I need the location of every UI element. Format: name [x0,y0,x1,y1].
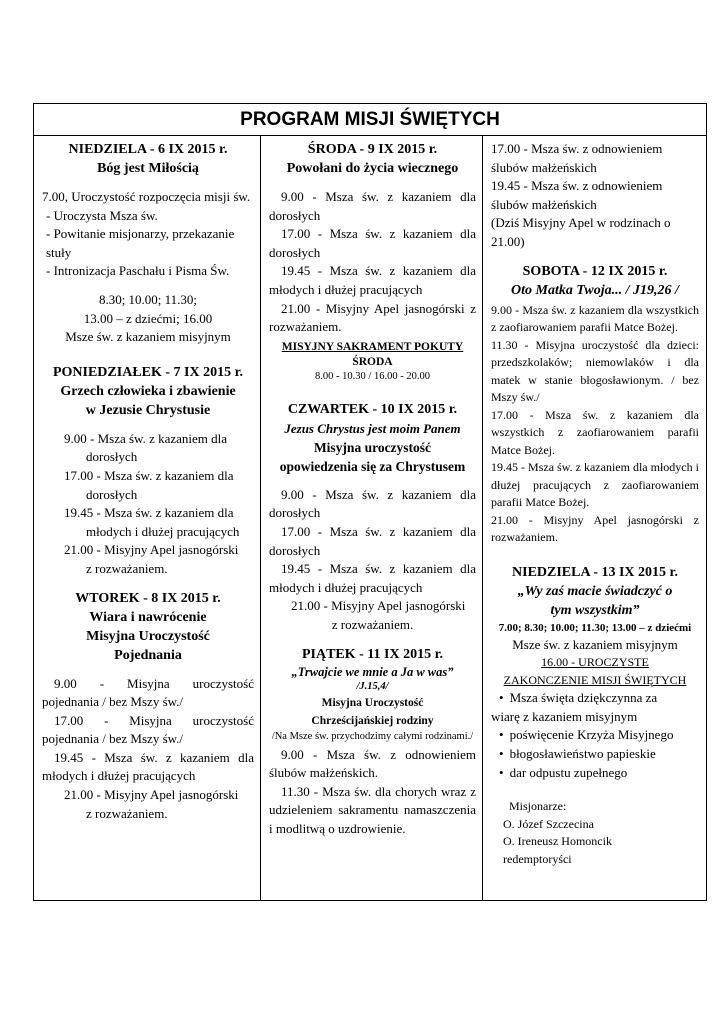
wednesday-line: 17.00 - Msza św. z kazaniem dla dorosłych [269,226,476,260]
friday-line: 11.30 - Msza św. dla chorych wraz z udzieleniem sakramentu namaszczenia i modlitwą o uzdrowienie. [269,783,476,836]
monday-line: dorosłych [86,449,138,465]
monday-line: 17.00 - Msza św. z kazaniem dla [64,467,234,483]
monday-line: 19.45 - Msza św. z kazaniem dla [64,505,234,521]
sunday-masses: Msze św. z kazaniem misyjnym [65,329,231,345]
closing-time: 16.00 - UROCZYSTE [541,655,649,670]
sunday-times: 13.00 – z dziećmi; 16.00 [83,310,213,326]
saturday-line: 19.45 - Msza św. z kazaniem dla młodych i dłużej pracujących z zaofiarowaniem parafii Matce Bożej. [491,460,699,510]
friday-line: 9.00 - Msza św. z odnowieniem ślubów małżeńskich. [269,746,476,781]
friday-celebration: Chrześcijańskiej rodziny [311,714,434,727]
closing-item: • poświęcenie Krzyża Misyjnego [491,726,699,745]
monday-line: 21.00 - Misyjny Apel jasnogórski [64,542,239,558]
thursday-line: 21.00 - Misyjny Apel jasnogórski [291,598,466,614]
closing-item: • Msza święta dziękczynna za [491,689,699,708]
saturday-line: 11.30 - Misyjna uroczystość dla dzieci: przedszkolaków; niemowlaków i dla matek w stanie błogosławionym. / bez Mszy św./ [491,337,699,405]
sunday-line: - Intronizacja Paschału i Pisma Św. [46,263,230,279]
sunday2-heading: NIEDZIELA - 13 IX 2015 r. [512,564,678,580]
missionary-name: O. Józef Szczecina [503,816,594,831]
wednesday-heading: ŚRODA - 9 IX 2015 r. [307,142,438,157]
tuesday-theme: Misyjna Uroczystość [86,628,210,644]
friday-line: 17.00 - Msza św. z odnowieniem ślubów małżeńskich [491,141,663,175]
monday-theme: Grzech człowieka i zbawienie [60,383,236,399]
tuesday-theme: Pojednania [114,647,182,663]
saturday-heading: SOBOTA - 12 IX 2015 r. [522,263,668,279]
sunday-line: 7.00, Uroczystość rozpoczęcia misji św. [42,189,251,204]
tuesday-heading: WTOREK - 8 IX 2015 r. [75,590,221,606]
tuesday-theme: Wiara i nawrócenie [89,609,207,625]
tuesday-line: 21.00 - Misyjny Apel jasnogórski [64,787,239,803]
column-1 [34,136,261,900]
tuesday-line: 17.00 - Misyjna uroczystość pojednania / bez Mszy św./ [42,712,254,747]
wednesday-theme: Powołani do życia wiecznego [286,161,459,176]
sunday-heading: NIEDZIELA - 6 IX 2015 r. [68,142,228,157]
sunday-times: 8.30; 10.00; 11.30; [98,291,198,307]
sunday-line: - Powitanie misjonarzy, przekazanie stuły [46,226,235,260]
confession-day: ŚRODA [352,355,393,368]
closing-item: wiarę z kazaniem misyjnym [491,708,638,724]
closing-item: • dar odpustu zupełnego [491,764,699,783]
sunday2-masses: Msze św. z kazaniem misyjnym [512,636,678,652]
wednesday-line: 21.00 - Misyjny Apel jasnogórski z rozważaniem. [269,300,476,335]
tuesday-line: z rozważaniem. [86,805,168,821]
tuesday-line: 9.00 - Misyjna uroczystość pojednania / bez Mszy św./ [42,675,254,710]
column-3 [483,136,705,900]
thursday-theme: Jezus Chrystus jest moim Panem [284,420,461,436]
monday-line: 9.00 - Msza św. z kazaniem dla [64,430,228,446]
sunday2-theme: tym wszystkim” [550,602,640,618]
monday-line: dorosłych [86,486,138,502]
saturday-line: 9.00 - Msza św. z kazaniem dla wszystkich z zaofiarowaniem parafii Matce Bożej. [491,302,699,335]
missionary-name: O. Ireneusz Homoncik [503,834,612,849]
sunday2-theme: „Wy zaś macie świadczyć o [517,583,673,599]
friday-theme: „Trwajcie we mnie a Ja w was” [291,664,454,679]
monday-line: z rozważaniem. [86,560,168,576]
sunday2-times: 7.00; 8.30; 10.00; 11.30; 13.00 – z dziećmi [498,621,692,634]
confession-hours: 8.00 - 10.30 / 16.00 - 20.00 [315,370,430,382]
thursday-theme: Misyjna uroczystość [313,439,432,455]
missionaries-heading: Misjonarze: [509,799,567,814]
monday-theme: w Jezusie Chrystusie [85,402,211,418]
wednesday-line: 19.45 - Msza św. z kazaniem dla młodych i dłużej pracujących [269,263,476,297]
sunday-theme: Bóg jest Miłością [97,161,199,176]
monday-line: młodych i dłużej pracujących [86,523,240,539]
tuesday-line: 19.45 - Msza św. z kazaniem dla młodych i dłużej pracujących [42,749,254,784]
saturday-line: 17.00 - Msza św. z kazaniem dla wszystkich z zaofiarowaniem parafii Matce Bożej. [491,407,699,457]
thursday-line: z rozważaniem. [331,616,414,632]
friday-note: (Dziś Misyjny Apel w rodzinach o 21.00) [491,215,671,249]
friday-celebration: Misyjna Uroczystość [321,696,424,709]
page-title: PROGRAM MISJI ŚWIĘTYCH [34,104,706,136]
thursday-theme: opowiedzenia się za Chrystusem [279,458,466,474]
program-frame [33,103,707,901]
closing-item: • błogosławieństwo papieskie [491,745,699,764]
thursday-heading: CZWARTEK - 10 IX 2015 r. [287,401,458,417]
friday-ref: /J.15,4/ [356,680,389,692]
friday-note: /Na Msze św. przychodzimy całymi rodzinami./ [271,730,474,742]
closing-title: ZAKONCZENIE MISJI ŚWIĘTYCH [503,672,687,687]
missionaries-order: redemptoryści [503,851,572,866]
monday-heading: PONIEDZIAŁEK - 7 IX 2015 r. [52,364,244,380]
thursday-line: 19.45 - Msza św. z kazaniem dla młodych i dłużej pracujących [269,561,476,595]
friday-line: 19.45 - Msza św. z odnowieniem ślubów małżeńskich [491,178,663,212]
sunday-line: - Uroczysta Msza św. [46,207,158,223]
column-2 [261,136,483,900]
saturday-theme: Oto Matka Twoja... / J19,26 / [511,282,679,298]
confession-heading: MISYJNY SAKRAMENT POKUTY [281,340,464,353]
wednesday-line: 9.00 - Msza św. z kazaniem dla dorosłych [269,189,476,223]
thursday-line: 9.00 - Msza św. z kazaniem dla dorosłych [269,486,476,521]
saturday-line: 21.00 - Misyjny Apel jasnogórski z rozważaniem. [491,512,699,545]
friday-heading: PIĄTEK - 11 IX 2015 r. [301,646,444,662]
thursday-line: 17.00 - Msza św. z kazaniem dla dorosłych [269,523,476,558]
